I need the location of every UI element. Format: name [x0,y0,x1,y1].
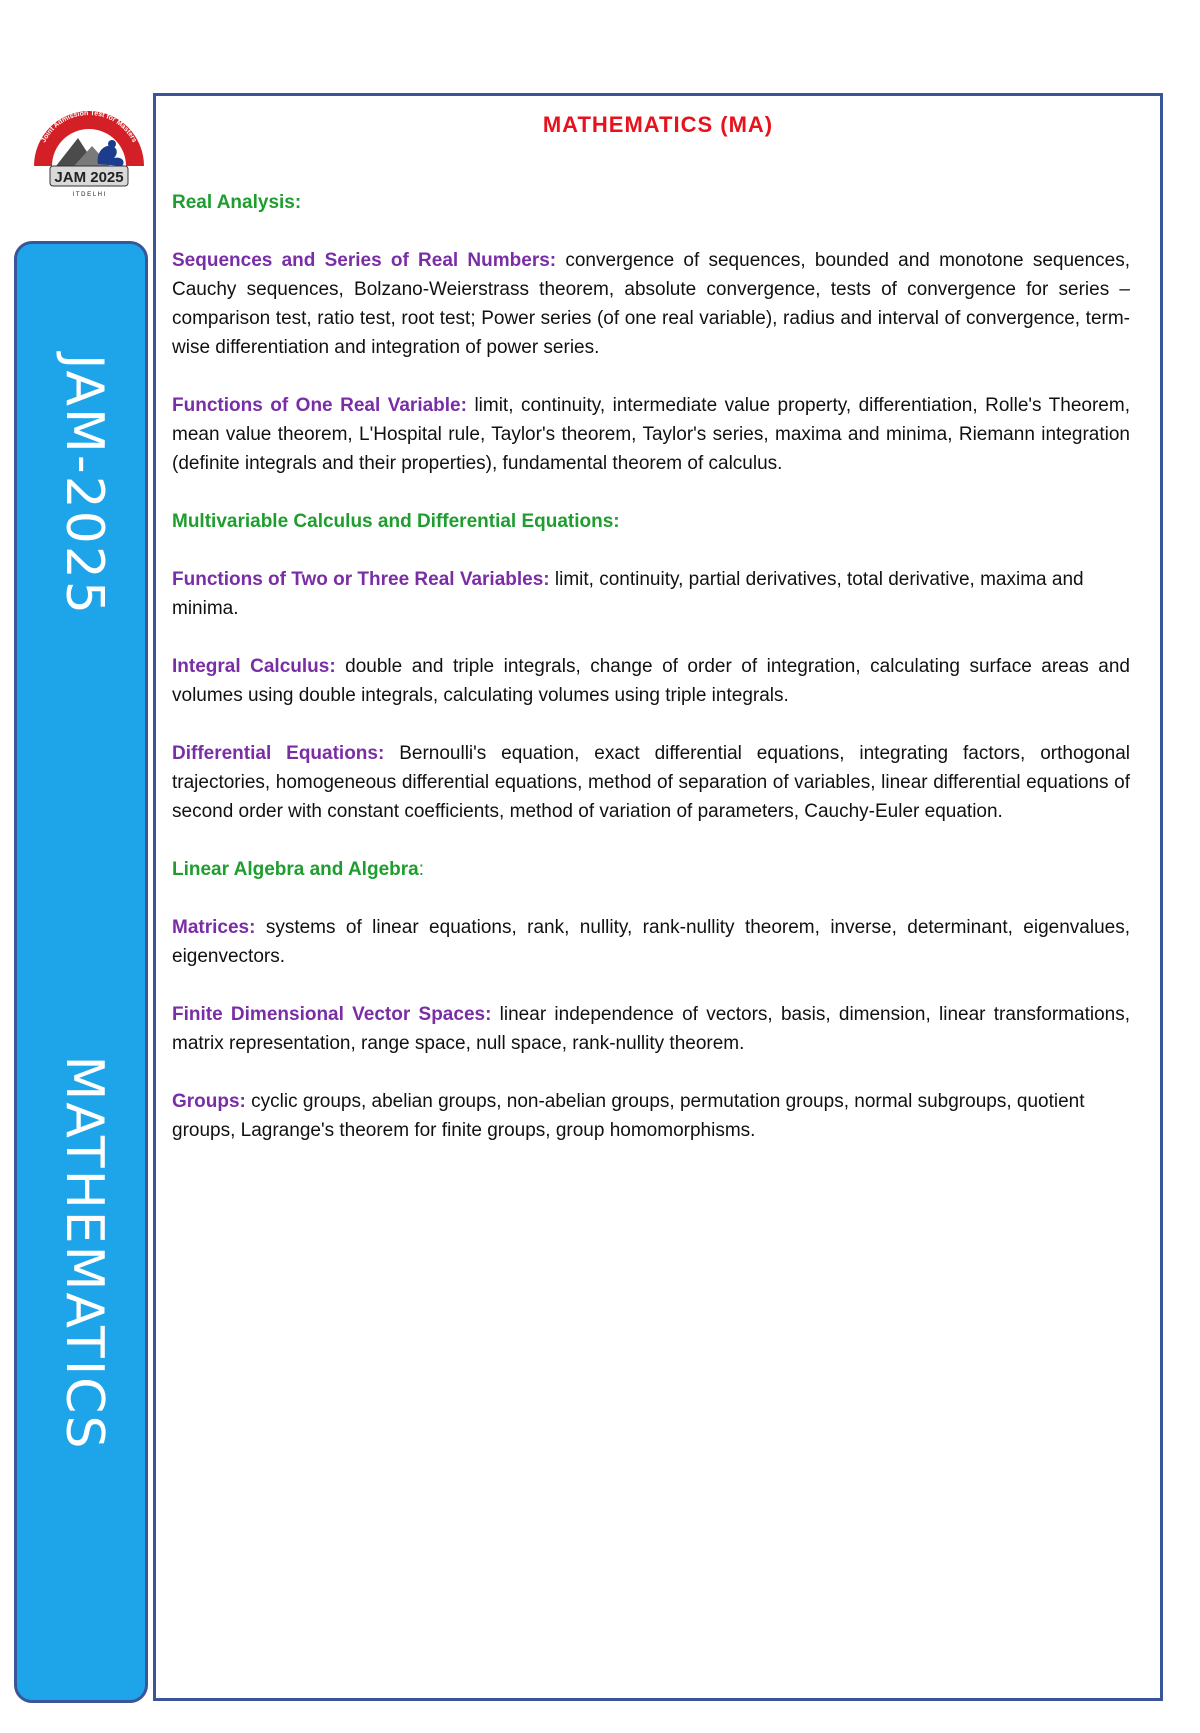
topic-matrices [172,913,1130,971]
topic-title: Differential Equations: [172,743,385,764]
peacock-head-icon [108,140,116,148]
jam-logo-emblem [26,104,152,200]
syllabus-panel [153,93,1163,1701]
topic-description: linear independence of vectors, basis, dimension, linear transformations, matrix representation, range space, null space, rank-nullity theorem. [172,1004,1130,1054]
topic-title: Groups: [172,1091,246,1112]
section-heading-linear-algebra [172,855,1130,884]
topic-title: Functions of Two or Three Real Variables: [172,569,550,590]
topic-description: systems of linear equations, rank, nullity, rank-nullity theorem, inverse, determinant, eigenvalues, eigenvectors. [172,917,1130,967]
topic-description: double and triple integrals, change of order of integration, calculating surface areas and volumes using double integrals, calculating volumes using triple integrals. [172,656,1131,706]
topic-description: cyclic groups, abelian groups, non-abelian groups, permutation groups, normal subgroups, quotient groups, Lagrange's theorem for finite groups, group homomorphisms. [172,1091,1085,1141]
topic-description: convergence of sequences, bounded and monotone sequences, Cauchy sequences, Bolzano-Weierstrass theorem, absolute convergence, tests of convergence for series – comparison test, ratio test, root test; Power series (of one real variable), radius and interval of convergence, term-wise differentiation and integration of power series. [172,250,1130,358]
sidebar-exam-label: JAM-2025 [54,354,114,616]
page-title: MATHEMATICS (MA) [542,112,774,137]
section-heading-real-analysis: Real Analysis: [172,192,302,213]
section-heading-text: Linear Algebra and Algebra [172,859,419,880]
syllabus-body [172,188,1130,1174]
topic-two-three-variables [172,565,1130,623]
topic-groups [172,1087,1130,1145]
logo-institute-text: I T D E L H I [72,192,106,198]
topic-title: Sequences and Series of Real Numbers: [172,250,557,271]
topic-integral-calculus [172,652,1130,710]
topic-one-real-variable [172,391,1130,478]
sidebar-banner [14,241,148,1703]
logo-exam-text: JAM 2025 [54,169,124,186]
section-heading-multivariable: Multivariable Calculus and Differential Equations: [172,511,620,532]
peacock-icon [98,146,124,166]
logo-arc-text: Joint Admission Test for Masters [40,109,138,144]
topic-description: limit, continuity, intermediate value property, differentiation, Rolle's Theorem, mean value theorem, L'Hospital rule, Taylor's theorem, Taylor's series, maxima and minima, Riemann integration (definite integrals and their properties), fundamental theorem of calculus. [172,395,1130,474]
topic-differential-equations [172,739,1130,826]
sidebar-subject-label: MATHEMATICS [54,1055,114,1451]
topic-title: Functions of One Real Variable: [172,395,467,416]
jam-logo [26,104,152,200]
topic-description: Bernoulli's equation, exact differential equations, integrating factors, orthogonal trajectories, homogeneous differential equations, method of separation of variables, linear differential equations of second order with constant coefficients, method of variation of parameters, Cauchy-Euler equation. [172,743,1131,822]
topic-title: Finite Dimensional Vector Spaces: [172,1004,492,1025]
section-heading-colon: : [418,859,424,880]
topic-vector-spaces [172,1000,1130,1058]
topic-title: Integral Calculus: [172,656,336,677]
topic-sequences-series [172,246,1130,362]
topic-description: limit, continuity, partial derivatives, total derivative, maxima and minima. [172,569,1084,619]
topic-title: Matrices: [172,917,256,938]
